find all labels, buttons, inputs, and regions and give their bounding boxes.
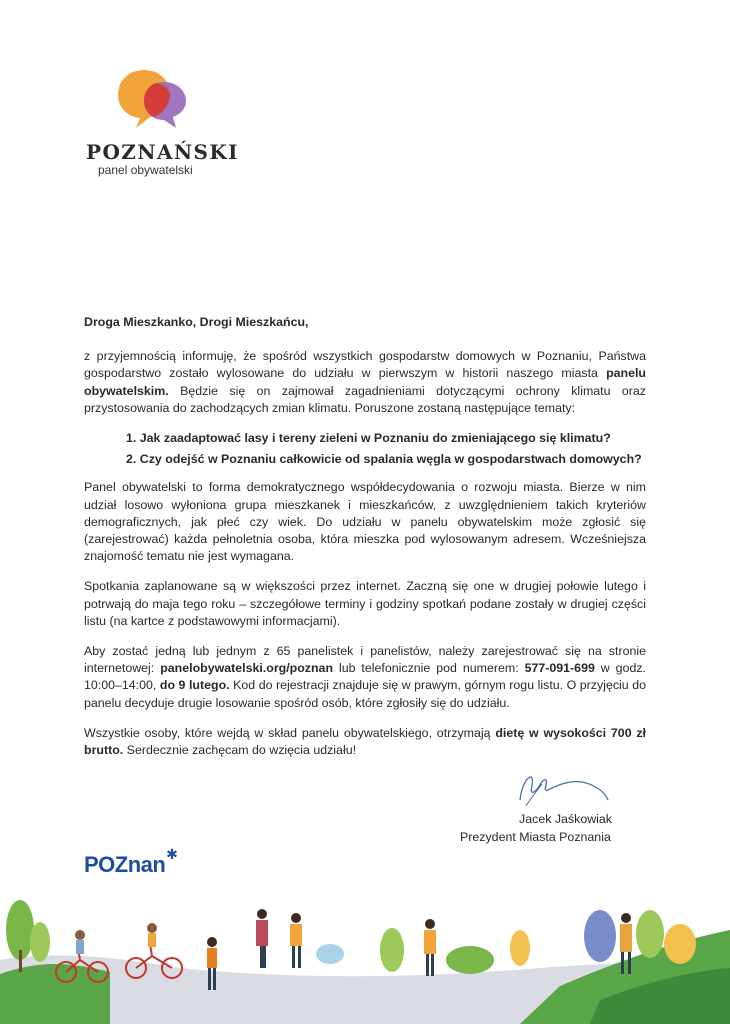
greeting: Droga Mieszkanko, Drogi Mieszkańcu, — [84, 315, 309, 329]
registration-deadline: do 9 lutego. — [159, 678, 230, 693]
intro-bold: panelu obywatelskim. — [84, 366, 646, 398]
registration-text-c: w godz. 10:00–14:00, — [84, 661, 646, 693]
signatory-title: Prezydent Miasta Poznania — [460, 830, 611, 844]
gardener — [424, 919, 436, 976]
paragraph-meetings: Spotkania zaplanowane są w większości przez internet. Zaczną się one w drugiej połowie lutego i potrwają do maja tego roku – szczegółowe terminy i godziny spotkań podane zostały w drugiej części listu (na kartce z podstawowymi informacjami). — [84, 579, 646, 628]
registration-text-a: Aby zostać jedną lub jednym z 65 panelistek i panelistów, należy zarejestrować się na stronie internetowej: — [84, 644, 646, 676]
bushes-middle — [316, 928, 530, 974]
poznan-city-logo — [84, 846, 178, 878]
paragraph-registration — [84, 643, 646, 712]
speech-bubbles-icon — [116, 68, 188, 130]
asterisk-icon: ✱ — [166, 846, 178, 862]
allowance-amount: dietę w wysokości 700 zł brutto. — [84, 725, 647, 758]
registration-text-b: lub telefonicznie pod numerem: — [333, 661, 525, 676]
allowance-text-b: Serdecznie zachęcam do wzięcia udziału! — [123, 743, 357, 758]
handwritten-signature — [512, 770, 612, 810]
registration-phone: 577-091-699 — [524, 661, 595, 676]
topics-list — [84, 430, 646, 468]
footer-illustration — [0, 890, 730, 1024]
city-logo-text: POZnan — [84, 852, 166, 877]
registration-url: panelobywatelski.org/poznan — [160, 661, 334, 676]
intro-text: z przyjemnością informuję, że spośród wszystkich gospodarstw domowych w Poznaniu, Państwa gospodarstwo zostało wylosowane do udziału w pierwszym w historii naszego miasta — [84, 349, 646, 381]
signatory-name: Jacek Jaśkowiak — [519, 812, 612, 826]
topic-item: 1. Jak zaadaptować lasy i tereny zieleni w Poznaniu do zmieniającego się klimatu? — [126, 431, 611, 446]
allowance-text-a: Wszystkie osoby, które wejdą w skład panelu obywatelskiego, otrzymają — [84, 725, 496, 740]
logo-subtitle: panel obywatelski — [98, 163, 193, 177]
paragraph-allowance — [84, 725, 646, 759]
letter-body — [84, 314, 646, 772]
topic-item: 2. Czy odejść w Poznaniu całkowicie od spalania węgla w gospodarstwach domowych? — [126, 452, 642, 467]
logo-wordmark: POZNAŃSKI — [86, 140, 239, 164]
registration-text-d: Kod do rejestracji znajduje się w prawym, górnym rogu listu. O przyjęciu do panelu decyduje drugie losowanie spośród osób, które zgłosiły się do udziału. — [84, 678, 646, 710]
paragraph-about-panel: Panel obywatelski to forma demokratycznego współdecydowania o rozwoju miasta. Bierze w nim udział losowo wyłoniona grupa mieszkanek i mieszkańców, z uwzględnieniem takich kryteriów demograficznych, jak płeć czy wiek. Do udziału w panelu obywatelskim może zgłosić się (zarejestrować) każda pełnoletnia osoba, która mieszka pod wylosowanym adresem. Wcześniejsza znajomość tematu nie jest wymagana. — [84, 480, 646, 564]
paragraph-intro — [84, 348, 646, 417]
intro-rest: Będzie się on zajmował zagadnieniami dotyczącymi ochrony klimatu oraz przystosowania do zachodzących zmian klimatu. Poruszone zostaną następujące tematy: — [84, 383, 646, 415]
